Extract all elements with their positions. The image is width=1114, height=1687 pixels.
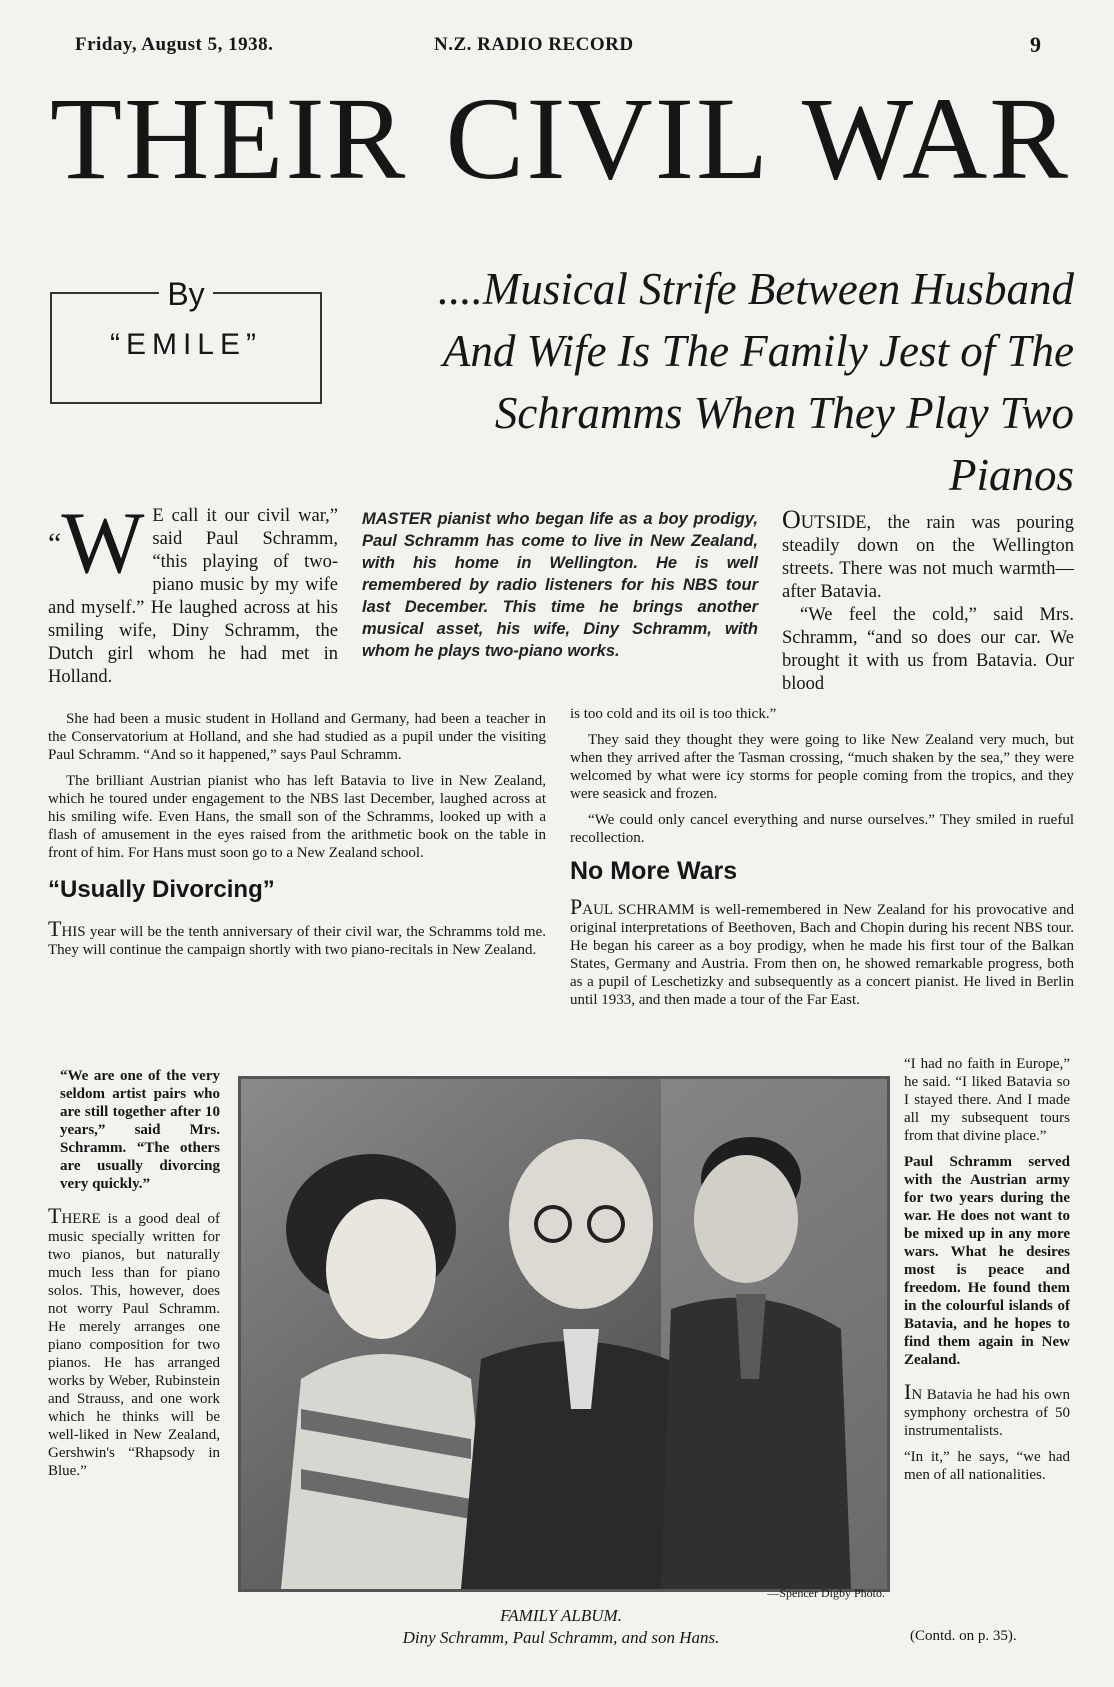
body-paragraph: OUTSIDE, the rain was pouring steadily down on the Wellington streets. There was not much warmth—after Batavia. — [782, 505, 1074, 602]
lead-paragraph: “W E call it our civil war,” said Paul Schramm, “this playing of two-piano music by my wife and myself.” He laughed across at his smiling wife, Diny Schramm, the Dutch girl whom he had met in Holland. — [48, 495, 338, 687]
drop-cap: “W — [48, 495, 145, 592]
right-narrow-column — [904, 1055, 1070, 1492]
issue-date: Friday, August 5, 1938. — [75, 34, 274, 55]
body-paragraph: The brilliant Austrian pianist who has left Batavia to live in New Zealand, which he toured under engagement to the NBS last December, laughed across at his smiling wife. Even Hans, the small son of the Schramms, looked up with a flash of amusement in the eyes raised from the arithmetic book on the table in front of him. For Hans must soon go to a New Zealand school. — [48, 773, 546, 861]
subhead-no-more-wars: No More Wars — [570, 857, 738, 885]
headline: THEIR CIVIL WAR — [50, 73, 1070, 204]
column-3-top — [782, 505, 1074, 696]
caption-names: Diny Schramm, Paul Schramm, and son Hans. — [402, 1628, 720, 1647]
body-paragraph: THERE is a good deal of music specially written for two pianos, but naturally much less than for piano solos. This, however, does not worry Paul Schramm. He merely arranges one piano composition for two pianos. He has arranged works by Weber, Rubinstein and Strauss, and one work which he thinks will be well-liked in New Zealand, Gershwin's “Rhapsody in Blue.” — [48, 1203, 220, 1479]
column-1-lead — [48, 495, 338, 689]
left-narrow-column — [48, 1067, 220, 1488]
publication-name: N.Z. RADIO RECORD — [434, 34, 634, 55]
body-paragraph: They said they thought they were going to like New Zealand very much, but when they arrived after the Tasman crossing, “much shaken by the sea,” they were welcomed by what were icy storms for people coming from the tropics, and they were seasick and frozen. — [570, 732, 1074, 802]
column-1-body — [48, 710, 546, 967]
body-paragraph: “I had no faith in Europe,” he said. “I liked Batavia so I stayed there. And I made all my subsequent tours from that divine place.” — [904, 1056, 1070, 1144]
column-3-body — [570, 705, 1074, 1017]
body-paragraph: is too cold and its oil is too thick.” — [570, 706, 777, 722]
continued-note: (Contd. on p. 35). — [910, 1628, 1017, 1644]
intro-blurb: MASTER pianist who began life as a boy prodigy, Paul Schramm has come to live in New Zealand, with his home in Wellington. He is well remembered by radio listeners for his NBS tour last December. This time he brings another musical asset, his wife, Diny Schramm, with whom he plays two-piano works. — [362, 510, 758, 660]
body-paragraph: “We feel the cold,” said Mrs. Schramm, “and so does our car. We brought it with us from Batavia. Our blood — [782, 605, 1074, 694]
body-paragraph: “We could only cancel everything and nurse ourselves.” They smiled in rueful recollection. — [570, 812, 1074, 846]
body-paragraph-bold: Paul Schramm served with the Austrian army for two years during the war. He does not want to be mixed up in any more wars. What he desires most is peace and freedom. He found them in the colourful islands of Batavia, and he hopes to find them again in New Zealand. — [904, 1154, 1070, 1368]
pull-quote: “We are one of the very seldom artist pairs who are still together after 10 years,” said Mrs. Schramm. “The others are usually divorcing very quickly.” — [60, 1068, 220, 1192]
subhead-usually-divorcing: “Usually Divorcing” — [48, 876, 275, 903]
body-paragraph: THIS year will be the tenth anniversary of their civil war, the Schramms told me. They will continue the campaign shortly with two piano-recitals in New Zealand. — [48, 916, 546, 958]
caption-title: FAMILY ALBUM. — [500, 1606, 622, 1625]
page-number: 9 — [1030, 32, 1042, 57]
body-paragraph: IN Batavia he had his own symphony orchestra of 50 instrumentalists. — [904, 1379, 1070, 1439]
body-paragraph: She had been a music student in Holland and Germany, had been a teacher in the Conservatorium at Holland, and she had studied as a pupil under the visiting Paul Schramm. “And so it happened,” says Paul Schramm. — [48, 711, 546, 763]
byline-box — [50, 276, 322, 404]
photo-caption — [238, 1605, 884, 1649]
deck-subheadline: ....Musical Strife Between Husband And Wife Is The Family Jest of The Schramms When They Play Two Pianos — [437, 264, 1074, 500]
family-photo-image — [241, 1079, 887, 1589]
byline-author: “EMILE” — [109, 328, 262, 361]
body-paragraph: “In it,” he says, “we had men of all nationalities. — [904, 1449, 1070, 1483]
family-photo — [238, 1076, 890, 1592]
body-paragraph: PAUL SCHRAMM is well-remembered in New Zealand for his provocative and original interpretations of Beethoven, Bach and Chopin during his recent NBS tour. He began his career as a boy prodigy, when he made his first tour of the Balkan States, Germany and Austria. From then on, he showed remarkable progress, both as a pupil of Leschetizky and subsequently as a concert pianist. He lived in Berlin until 1933, and then made a tour of the Far East. — [570, 894, 1074, 1008]
photo-credit: —Spencer Digby Photo. — [767, 1586, 885, 1600]
byline-by: By — [159, 276, 212, 312]
